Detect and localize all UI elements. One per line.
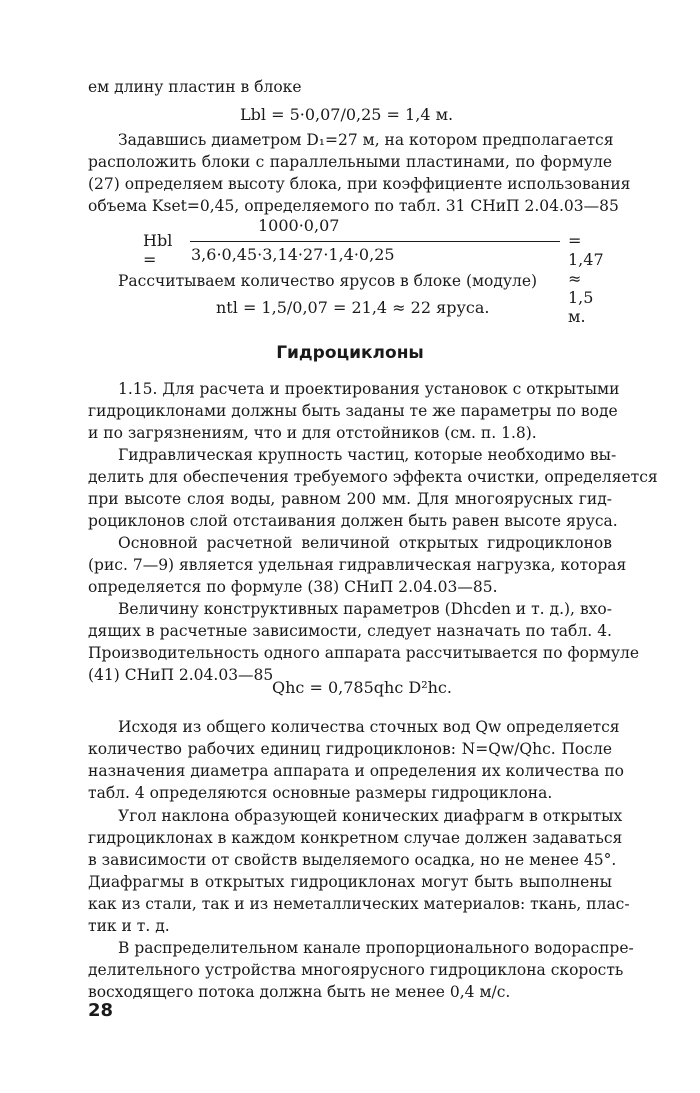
text-line: Диафрагмы в открытых гидроциклонах могут быть выполнены bbox=[88, 873, 612, 891]
text-line: Угол наклона образующей конических диафрагм в открытых bbox=[118, 807, 623, 825]
text-line: гидроциклонами должны быть заданы те же параметры по воде bbox=[88, 402, 618, 420]
formula-lbl: Lbl = 5·0,07/0,25 = 1,4 м. bbox=[240, 105, 454, 124]
text-line: делить для обеспечения требуемого эффекта очистки, определяется bbox=[88, 468, 658, 486]
text-line: Задавшись диаметром D₁=27 м, на котором предполагается bbox=[118, 131, 614, 149]
text-line: объема Kset=0,45, определяемого по табл. 31 СНиП 2.04.03—85 bbox=[88, 197, 619, 215]
text-line: роциклонов слой отстаивания должен быть равен высоте яруса. bbox=[88, 512, 618, 530]
formula-ntl: ntl = 1,5/0,07 = 21,4 ≈ 22 яруса. bbox=[216, 298, 490, 317]
formula-qhc: Qhc = 0,785qhc D²hc. bbox=[272, 678, 452, 697]
text-line: ем длину пластин в блоке bbox=[88, 78, 302, 96]
formula-hbl-lhs: Hbl = bbox=[143, 231, 173, 269]
text-line: делительного устройства многоярусного гидроциклона скорость bbox=[88, 961, 624, 979]
text-line: Производительность одного аппарата рассчитывается по формуле bbox=[88, 644, 640, 662]
text-line: и по загрязнениям, что и для отстойников (см. п. 1.8). bbox=[88, 424, 537, 442]
formula-hbl-numerator: 1000·0,07 bbox=[258, 216, 340, 235]
text-line: дящих в расчетные зависимости, следует назначать по табл. 4. bbox=[88, 622, 612, 640]
text-line: Основной расчетной величиной открытых гидроциклонов bbox=[118, 534, 612, 552]
text-line: гидроциклонах в каждом конкретном случае должен задаваться bbox=[88, 829, 623, 847]
text-line: Исходя из общего количества сточных вод Qw определяется bbox=[118, 718, 620, 736]
text-line: как из стали, так и из неметаллических материалов: ткань, плас- bbox=[88, 895, 630, 913]
fraction-bar bbox=[190, 241, 560, 242]
text-line: при высоте слоя воды, равном 200 мм. Для многоярусных гид- bbox=[88, 490, 612, 508]
text-line: расположить блоки с параллельными пластинами, по формуле bbox=[88, 153, 612, 171]
text-line: (рис. 7—9) является удельная гидравлическая нагрузка, которая bbox=[88, 556, 627, 574]
formula-hbl-denominator: 3,6·0,45·3,14·27·1,4·0,25 bbox=[191, 245, 395, 264]
text-line: (27) определяем высоту блока, при коэффициенте использования bbox=[88, 175, 631, 193]
text-line: Величину конструктивных параметров (Dhcden и т. д.), вхо- bbox=[118, 600, 612, 618]
text-line: 1.15. Для расчета и проектирования установок с открытыми bbox=[118, 380, 620, 398]
formula-hbl-rhs: = 1,47 ≈ 1,5 м. bbox=[568, 231, 604, 326]
text-line: табл. 4 определяются основные размеры гидроциклона. bbox=[88, 784, 553, 802]
text-line: тик и т. д. bbox=[88, 917, 170, 935]
text-line: Гидравлическая крупность частиц, которые необходимо вы- bbox=[118, 446, 617, 464]
text-line: Рассчитываем количество ярусов в блоке (модуле) bbox=[118, 272, 538, 290]
text-line: В распределительном канале пропорционального водораспре- bbox=[118, 939, 634, 957]
text-line: в зависимости от свойств выделяемого осадка, но не менее 45°. bbox=[88, 851, 617, 869]
text-line: восходящего потока должна быть не менее 0,4 м/с. bbox=[88, 983, 511, 1001]
text-line: количество рабочих единиц гидроциклонов: N=Qw/Qhc. После bbox=[88, 740, 612, 758]
text-line: назначения диаметра аппарата и определения их количества по bbox=[88, 762, 624, 780]
page-number: 28 bbox=[88, 1000, 114, 1021]
text-line: определяется по формуле (38) СНиП 2.04.03—85. bbox=[88, 578, 498, 596]
section-heading: Гидроциклоны bbox=[276, 343, 424, 363]
text-line: (41) СНиП 2.04.03—85 bbox=[88, 666, 274, 684]
